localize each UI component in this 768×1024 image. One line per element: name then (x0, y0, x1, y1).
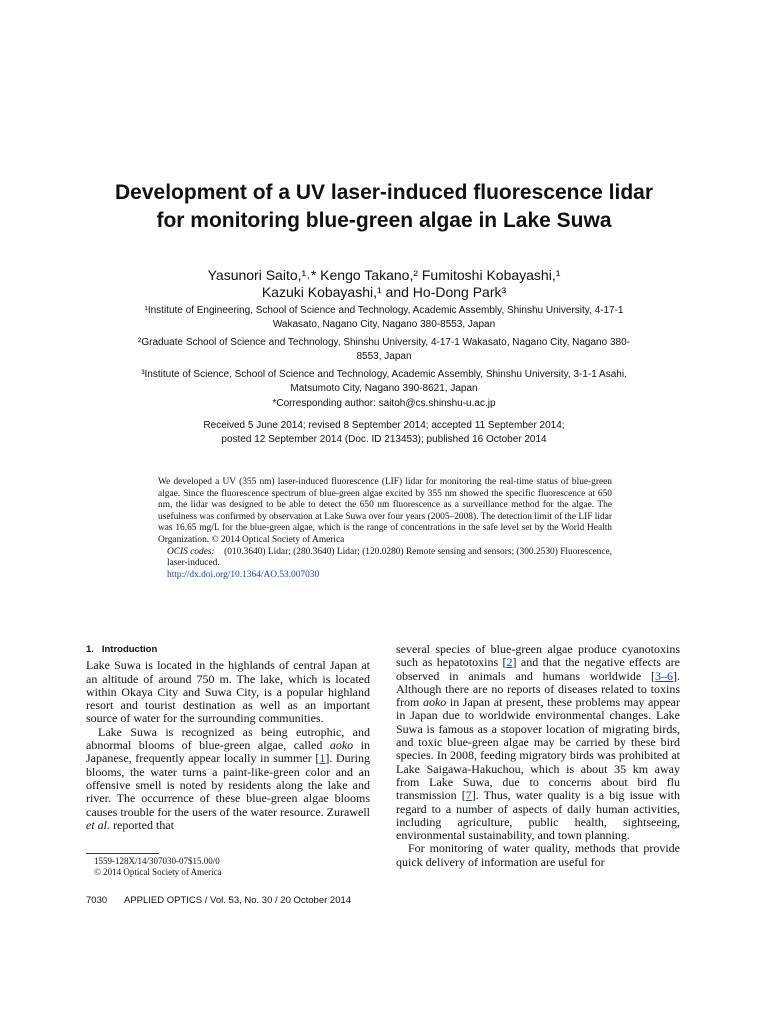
reference-link-2[interactable]: 2 (506, 655, 513, 670)
right-paragraph-2: For monitoring of water quality, methods that provide quick delivery of information are useful for (396, 841, 680, 869)
affiliations (130, 304, 638, 416)
abstract-text: We developed a UV (355 nm) laser-induced fluorescence (LIF) lidar for monitoring the real-time status of blue-green algae. Since the fluorescence spectrum of blue-green algae excited by 355 nm showed the specific fluorescence at 650 nm, the lidar was designed to be able to detect the 650 nm fluorescence as a surveillance method for the algae. The usefulness was confirmed by observation at Lake Suwa over four years (2005–2008). The detection limit of the LIF lidar was 16.65 mg/L for the blue-green algae, which is the range of concentrations in the safe level set by the World Health Organization. © 2014 Optical Society of America (158, 477, 612, 545)
issn-line: 1559-128X/14/307030-07$15.00/0 (94, 856, 220, 866)
abstract (158, 477, 612, 581)
dates-line-1: Received 5 June 2014; revised 8 September 2014; accepted 11 September 2014; (203, 420, 565, 431)
intro-paragraph-2: Lake Suwa is recognized as being eutrophic, and abnormal blooms of blue-green algae, called aoko in Japanese, frequently appear locally in summer [1]. During blooms, the water turns a paint-like-green color and an offensive smell is noted by residents along the lake and river. The occurrence of these blue-green algae blooms causes trouble for the users of the water resource. Zurawell et al. reported that (86, 724, 370, 832)
reference-link-3-6[interactable]: 3–6 (655, 668, 673, 683)
affiliation-3: ³Institute of Science, School of Science and Technology, Academic Assembly, Shinshu University, 3-1-1 Asahi, Matsumoto City, Nagano 390-8621, Japan (141, 369, 627, 394)
copyright-line: © 2014 Optical Society of America (94, 867, 222, 878)
affiliation-2: ²Graduate School of Science and Technology, Shinshu University, 4-17-1 Wakasato, Nagano City, Nagano 380-8553, Japan (138, 337, 630, 362)
ocis-codes (158, 547, 612, 570)
affiliation-1: ¹Institute of Engineering, School of Science and Technology, Academic Assembly, Shinshu University, 4-17-1 Wakasato, Nagano City, Nagano 380-8553, Japan (144, 305, 624, 330)
right-column (396, 643, 680, 869)
dates-line-2: posted 12 September 2014 (Doc. ID 213453); published 16 October 2014 (221, 433, 547, 445)
intro-paragraph-1: Lake Suwa is located in the highlands of central Japan at an altitude of around 750 m. The lake, which is located within Okaya City and Suwa City, is a popular highland resort and tourist destination as well as an important source of water for the surrounding communities. (86, 658, 370, 726)
authors-line-1: Yasunori Saito,¹˒* Kengo Takano,² Fumitoshi Kobayashi,¹ (207, 267, 561, 283)
publication-dates (130, 419, 638, 446)
journal-citation: APPLIED OPTICS / Vol. 53, No. 30 / 20 October 2014 (124, 895, 352, 906)
left-column (86, 643, 370, 832)
footnote (86, 856, 370, 878)
doi-link[interactable]: http://dx.doi.org/10.1364/AO.53.007030 (167, 569, 320, 580)
ocis-text: (010.3640) Lidar; (280.3640) Lidar; (120.0280) Remote sensing and sensors; (300.2530) Fluorescence, laser-induced. (167, 546, 612, 569)
authors-line-2: Kazuki Kobayashi,¹ and Ho-Dong Park³ (261, 284, 507, 300)
author-list (0, 267, 768, 301)
title-line-2: for monitoring blue-green algae in Lake Suwa (156, 209, 612, 232)
reference-link-7[interactable]: 7 (465, 788, 472, 803)
right-paragraph-1: several species of blue-green algae produce cyanotoxins such as hepatotoxins [2] and that the negative effects are observed in animals and humans worldwide [3–6]. Although there are no reports of diseases related to toxins from aoko in Japan at present, these problems may appear in Japan due to worldwide environmental changes. Lake Suwa is famous as a stopover location of migrating birds, and toxic blue-green algae may be carried by these bird species. In 2008, feeding migratory birds was prohibited at Lake Saigawa-Hakuchou, which is about 35 km away from Lake Suwa, due to concerns about bird flu transmission [7]. Thus, water quality is a big issue with regard to a number of aspects of daily human activities, including agriculture, public health, sightseeing, environmental sustainability, and town planning. (396, 642, 681, 843)
aoko-term: aoko (329, 738, 354, 753)
corresponding-author: *Corresponding author: saitoh@cs.shinshu-u.ac.jp (272, 398, 496, 409)
reference-link-1[interactable]: 1 (319, 751, 326, 766)
footnote-rule (86, 853, 159, 854)
et-al-term: et al. (86, 817, 110, 832)
page-number: 7030 (86, 895, 108, 906)
aoko-term-2: aoko (422, 695, 447, 710)
running-footer (86, 895, 506, 907)
title-line-1: Development of a UV laser-induced fluorescence lidar (115, 181, 653, 204)
section-heading: 1. Introduction (86, 644, 158, 655)
paper-title (0, 179, 768, 235)
ocis-label: OCIS codes: (167, 546, 215, 557)
